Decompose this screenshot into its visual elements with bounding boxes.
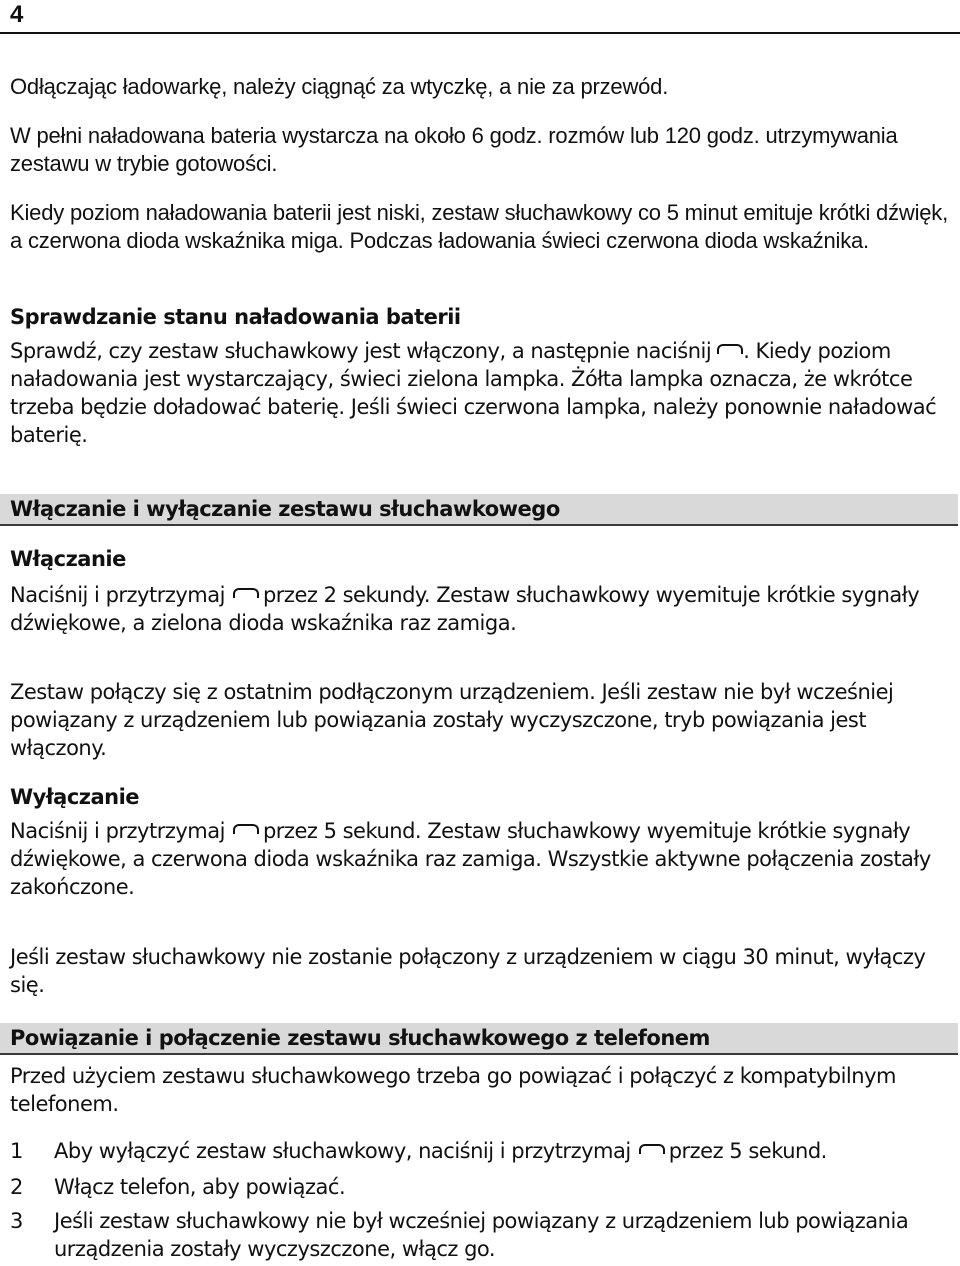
auto-off-paragraph: Jeśli zestaw słuchawkowy nie zostanie połączony z urządzeniem w ciągu 30 minut, wyłączy się. <box>10 945 926 997</box>
power-off-heading: Wyłączanie <box>10 785 140 809</box>
step-text: Włącz telefon, aby powiązać. <box>54 1175 346 1199</box>
step-1-text-a: Aby wyłączyć zestaw słuchawkowy, naciśnij i przytrzymaj <box>54 1139 631 1163</box>
list-item <box>10 1207 955 1263</box>
pairing-section-title: Powiązanie i połączenie zestawu słuchawkowego z telefonem <box>10 1026 710 1050</box>
charger-unplug-note: Odłączając ładowarkę, należy ciągnąć za wtyczkę, a nie za przewód. <box>10 74 669 99</box>
power-off-text-b: przez 5 sekund. Zestaw słuchawkowy wyemituje krótkie sygnały dźwiękowe, a czerwona dioda wskaźnika raz zamiga. Wszystkie aktywne połączenia zostały zakończone. <box>10 819 931 899</box>
step-text: Jeśli zestaw słuchawkowy nie był wcześniej powiązany z urządzeniem lub powiązania urządzenia zostały wyczyszczone, włącz go. <box>54 1209 909 1261</box>
list-item <box>10 1137 955 1165</box>
pairing-intro-paragraph: Przed użyciem zestawu słuchawkowego trzeba go powiązać i połączyć z kompatybilnym telefonem. <box>10 1064 896 1116</box>
battery-check-paragraph <box>10 337 955 449</box>
step-number: 1 <box>10 1139 23 1163</box>
battery-life-paragraph: W pełni naładowana bateria wystarcza na około 6 godz. rozmów lub 120 godz. utrzymywania zestawu w trybie gotowości. <box>10 123 898 176</box>
battery-check-heading: Sprawdzanie stanu naładowania baterii <box>10 305 461 329</box>
power-on-reconnect-paragraph: Zestaw połączy się z ostatnim podłączonym urządzeniem. Jeśli zestaw nie był wcześniej powiązany z urządzeniem lub powiązania zostały wyczyszczone, tryb powiązania jest włączony. <box>10 680 894 760</box>
power-on-text-a: Naciśnij i przytrzymaj <box>10 583 225 607</box>
power-key-icon <box>717 344 743 354</box>
power-off-text-a: Naciśnij i przytrzymaj <box>10 819 225 843</box>
power-key-icon <box>639 1144 665 1154</box>
header-rule <box>0 32 960 34</box>
power-section-bar <box>0 494 958 526</box>
battery-check-text-a: Sprawdź, czy zestaw słuchawkowy jest włączony, a następnie naciśnij <box>10 339 712 363</box>
pairing-section-bar <box>0 1023 958 1055</box>
power-key-icon <box>233 824 259 834</box>
step-text <box>54 1137 954 1165</box>
power-off-paragraph <box>10 817 955 901</box>
step-number: 3 <box>10 1209 23 1233</box>
power-key-icon <box>233 588 259 598</box>
power-section-title: Włączanie i wyłączanie zestawu słuchawkowego <box>10 497 560 521</box>
step-1-text-b: przez 5 sekund. <box>668 1139 827 1163</box>
battery-check-text-b: . Kiedy poziom naładowania jest wystarczający, świeci zielona lampka. Żółta lampka oznacza, że wkrótce trzeba będzie doładować baterię. Jeśli świeci czerwona lampka, należy ponownie naładować baterię. <box>10 339 937 447</box>
power-on-text-b: przez 2 sekundy. Zestaw słuchawkowy wyemituje krótkie sygnały dźwiękowe, a zielona dioda wskaźnika raz zamiga. <box>10 583 920 635</box>
low-battery-paragraph: Kiedy poziom naładowania baterii jest niski, zestaw słuchawkowy co 5 minut emituje krótki dźwięk, a czerwona dioda wskaźnika miga. Podczas ładowania świeci czerwona dioda wskaźnika. <box>10 200 949 253</box>
power-on-heading: Włączanie <box>10 547 126 571</box>
power-on-paragraph <box>10 581 955 637</box>
page-number: 4 <box>10 1 24 28</box>
step-number: 2 <box>10 1175 23 1199</box>
list-item <box>10 1173 955 1201</box>
